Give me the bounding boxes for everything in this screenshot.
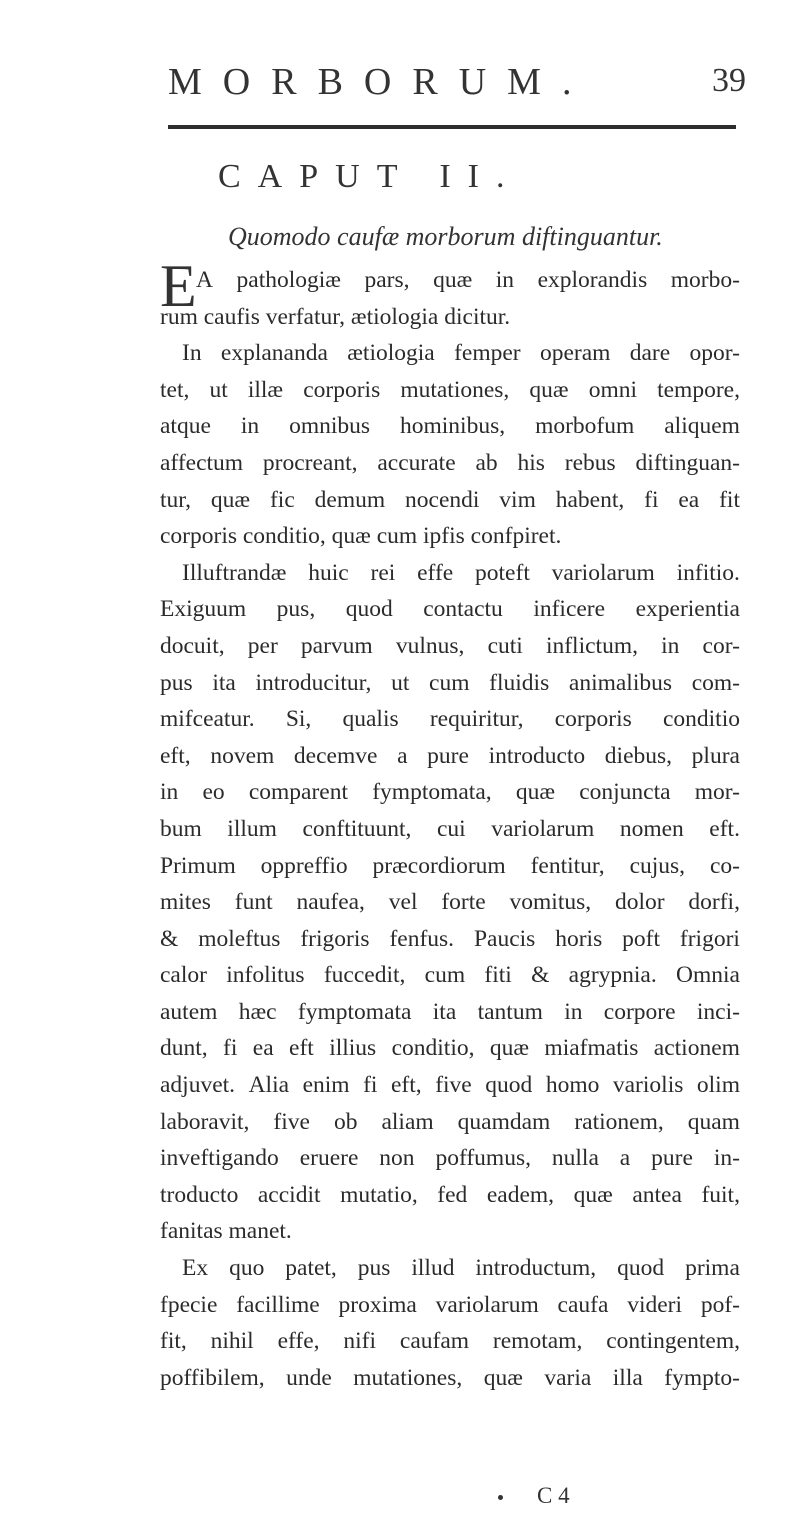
text-line — [160, 774, 740, 811]
word: docuit, — [160, 632, 225, 659]
word: morbo- — [670, 267, 740, 293]
word: his — [517, 449, 545, 476]
word: Ex — [182, 1255, 209, 1282]
word: patet, — [285, 1255, 337, 1282]
word: unde — [286, 1364, 332, 1391]
text-line — [160, 1360, 740, 1397]
word: quæ — [489, 1035, 530, 1062]
word: quæ — [483, 1364, 523, 1391]
text-line — [160, 994, 740, 1031]
word: experientia — [635, 596, 740, 623]
text-line — [160, 701, 740, 738]
word: mutatio, — [340, 1181, 418, 1208]
word: tantum — [477, 998, 543, 1025]
word: frigori — [679, 925, 740, 952]
word: vulnus, — [395, 632, 465, 659]
word: fenfus. — [389, 925, 455, 952]
word: proxima — [338, 1291, 417, 1318]
word: & — [160, 925, 179, 952]
word: adjuvet. — [160, 1072, 236, 1099]
bullet-icon — [498, 1495, 503, 1500]
word: Exiguum — [160, 596, 247, 623]
word: & — [531, 962, 550, 989]
word: Si, — [285, 706, 312, 733]
text-line — [160, 335, 740, 372]
word: infitio. — [676, 559, 740, 586]
word: cum — [424, 962, 466, 989]
word: pure — [427, 742, 469, 769]
word: variolis — [612, 1072, 684, 1099]
word: aliquem — [664, 413, 740, 440]
word: mifceatur. — [160, 706, 255, 733]
word: nihil — [210, 1328, 254, 1355]
word: quod — [485, 1072, 533, 1099]
word: poffumus, — [435, 1145, 531, 1172]
word: qualis — [342, 706, 399, 733]
word: operam — [539, 340, 611, 367]
word: in — [495, 267, 515, 293]
word: eft — [289, 1035, 314, 1062]
word: eruere — [299, 1145, 359, 1172]
word: autem — [160, 998, 218, 1025]
word: quo — [229, 1255, 265, 1282]
word: hæc — [238, 998, 277, 1025]
word: varia — [544, 1364, 592, 1391]
word: fuccedit, — [323, 962, 406, 989]
text-line — [160, 665, 740, 702]
word: variolarum — [551, 559, 655, 586]
word: actionem — [653, 1035, 740, 1062]
word: Omnia — [676, 962, 740, 989]
word: prima — [685, 1255, 740, 1282]
word: cui — [436, 815, 466, 842]
word: dare — [629, 340, 671, 367]
word: variolarum — [435, 1291, 539, 1318]
word: fuit, — [701, 1181, 740, 1208]
word: corporis — [554, 706, 632, 733]
word: quæ — [529, 376, 569, 403]
word: a — [619, 1145, 631, 1172]
word: huic — [308, 559, 349, 586]
word: pus, — [276, 596, 316, 623]
word: fit — [719, 486, 740, 513]
text-line — [160, 262, 740, 299]
word: forte — [441, 889, 486, 916]
word: in — [661, 632, 680, 659]
chapter-subtitle: Quomodo caufæ morborum diftinguantur. — [228, 222, 663, 251]
word: troducto — [160, 1181, 239, 1208]
word: fymptomata, — [372, 779, 492, 806]
word: affectum — [160, 449, 244, 476]
word: animalibus — [568, 669, 673, 696]
word: pof- — [700, 1291, 740, 1318]
word: per — [247, 632, 278, 659]
word: fed — [437, 1181, 468, 1208]
word: habent, — [555, 486, 625, 513]
word: morbofum — [535, 413, 635, 440]
drop-cap: E — [160, 253, 197, 319]
word: tet, — [160, 376, 190, 403]
word: rei — [370, 559, 396, 586]
text-line — [160, 921, 740, 958]
word: fpecie — [160, 1291, 218, 1318]
word: effe, — [277, 1328, 320, 1355]
word: eft. — [709, 815, 740, 842]
word: enim — [302, 1072, 350, 1099]
word: In — [182, 340, 202, 367]
word: novem — [210, 742, 275, 769]
word: illud — [411, 1255, 455, 1282]
word: caufa — [557, 1291, 609, 1318]
word: tempore, — [657, 376, 740, 403]
word: ob — [333, 1108, 358, 1135]
word: quod — [617, 1255, 665, 1282]
word: five — [273, 1108, 310, 1135]
text-line — [160, 1250, 740, 1287]
word: remotam, — [492, 1328, 583, 1355]
word: plura — [691, 742, 740, 769]
word: diftinguan- — [635, 449, 740, 476]
word: mutationes, — [400, 376, 510, 403]
word: moleftus — [198, 925, 281, 952]
text-line — [160, 1104, 740, 1141]
word: diebus, — [604, 742, 673, 769]
word: naufea, — [296, 889, 365, 916]
word: inci- — [696, 998, 740, 1025]
word: introducitur, — [255, 669, 372, 696]
text-line — [160, 1177, 740, 1214]
word: inflictum, — [545, 632, 638, 659]
word: fi — [644, 486, 659, 513]
word: quod — [345, 596, 393, 623]
word: femper — [454, 340, 521, 367]
word: pure — [651, 1145, 693, 1172]
text-line — [160, 591, 740, 628]
text-line — [160, 1030, 740, 1067]
word: ætiologia — [347, 340, 435, 367]
word: funt — [234, 889, 273, 916]
word: dolor — [614, 889, 665, 916]
word: fympto- — [664, 1364, 740, 1391]
word: mutationes, — [353, 1364, 463, 1391]
word: fymptomata — [297, 998, 412, 1025]
running-title: MORBORUM. — [168, 61, 593, 103]
word: requiritur, — [429, 706, 524, 733]
word: pus — [160, 669, 193, 696]
word: nifi — [343, 1328, 377, 1355]
word: illa — [612, 1364, 643, 1391]
word: non — [379, 1145, 415, 1172]
word: co- — [709, 852, 740, 879]
word: ut — [391, 669, 410, 696]
word: nulla — [551, 1145, 599, 1172]
text-line: rum caufis verfatur, ætiologia dicitur. — [160, 303, 511, 330]
word: corporis — [303, 376, 381, 403]
word: illæ — [247, 376, 284, 403]
word: fluidis — [489, 669, 550, 696]
word: quæ — [210, 486, 251, 513]
word: eo — [202, 779, 225, 806]
word: illius — [329, 1035, 377, 1062]
text-line — [160, 1067, 740, 1104]
word: quæ — [433, 267, 473, 293]
word: nomen — [619, 815, 684, 842]
word: pars, — [364, 267, 410, 293]
word: miafmatis — [544, 1035, 639, 1062]
word: vim — [499, 486, 536, 513]
word: hominibus, — [400, 413, 506, 440]
word: a — [397, 742, 408, 769]
word: inficere — [533, 596, 606, 623]
word: fi — [223, 1035, 238, 1062]
word: eft, — [160, 742, 191, 769]
word: atque — [160, 413, 211, 440]
text-line — [160, 1287, 740, 1324]
text-line: corporis conditio, quæ cum ipfis confpiret. — [160, 523, 562, 550]
word: fentitur, — [530, 852, 605, 879]
text-line — [160, 1140, 740, 1177]
word: accurate — [377, 449, 456, 476]
word: cum — [429, 669, 470, 696]
signature-mark — [498, 1483, 570, 1509]
word: ea — [252, 1035, 274, 1062]
word: rebus — [564, 449, 616, 476]
word: poffibilem, — [160, 1364, 265, 1391]
word: introducto — [488, 742, 586, 769]
word: accidit — [257, 1181, 321, 1208]
text-line — [160, 957, 740, 994]
word: dunt, — [160, 1035, 208, 1062]
word: corpore — [603, 998, 676, 1025]
word: calor — [160, 962, 207, 989]
word: eadem, — [486, 1181, 555, 1208]
word: vomitus, — [509, 889, 592, 916]
word: dorfi, — [688, 889, 740, 916]
text-line — [160, 408, 740, 445]
word: quam — [687, 1108, 740, 1135]
text-line — [160, 738, 740, 775]
text-line — [160, 811, 740, 848]
word: Alia — [248, 1072, 290, 1099]
word: conditio — [662, 706, 740, 733]
word: illum — [227, 815, 277, 842]
chapter-heading: CAPUT II. — [218, 158, 522, 195]
word: opor- — [689, 340, 740, 367]
word: laboravit, — [160, 1108, 250, 1135]
word: in — [564, 998, 583, 1025]
word: in- — [713, 1145, 740, 1172]
word: ea — [678, 486, 700, 513]
body-text — [160, 262, 740, 1396]
word: contactu — [423, 596, 503, 623]
header-rule — [168, 125, 736, 129]
word: præcordiorum — [372, 852, 506, 879]
word: eft, — [391, 1072, 422, 1099]
word: videri — [627, 1291, 683, 1318]
signature-text: C 4 — [537, 1483, 570, 1508]
word: decemve — [293, 742, 378, 769]
word: conjuncta — [579, 779, 671, 806]
text-line — [160, 1323, 740, 1360]
word: infolitus — [226, 962, 305, 989]
word: ita — [212, 669, 236, 696]
word: vel — [388, 889, 418, 916]
word: ab — [475, 449, 498, 476]
word: homo — [545, 1072, 600, 1099]
word: conftituunt, — [302, 815, 412, 842]
word: procreant, — [262, 449, 358, 476]
word: explananda — [220, 340, 328, 367]
text-line — [160, 555, 740, 592]
text-line — [160, 372, 740, 409]
word: fi — [363, 1072, 378, 1099]
page-number: 39 — [712, 62, 746, 99]
word: five — [435, 1072, 472, 1099]
text-line — [160, 482, 740, 519]
word: in — [240, 413, 260, 440]
word: bum — [160, 815, 202, 842]
word: nocendi — [405, 486, 480, 513]
word: explorandis — [537, 267, 648, 293]
word: pathologiæ — [236, 267, 341, 293]
word: Primum — [160, 852, 236, 879]
word: com- — [691, 669, 740, 696]
word: variolarum — [491, 815, 595, 842]
word: ita — [432, 998, 457, 1025]
word: ut — [209, 376, 228, 403]
text-line — [160, 445, 740, 482]
text-line — [160, 884, 740, 921]
word: caufam — [399, 1328, 470, 1355]
word: inveftigando — [160, 1145, 279, 1172]
word: quamdam — [457, 1108, 551, 1135]
word: contingentem, — [606, 1328, 740, 1355]
text-line — [160, 628, 740, 665]
word: omni — [588, 376, 637, 403]
word: fit, — [160, 1328, 187, 1355]
word: facillime — [236, 1291, 320, 1318]
word: Paucis — [473, 925, 536, 952]
word: cor- — [702, 632, 740, 659]
word: quæ — [573, 1181, 613, 1208]
word: demum — [314, 486, 386, 513]
word: tur, — [160, 486, 192, 513]
word: effe — [417, 559, 454, 586]
word: horis — [555, 925, 603, 952]
word: comparent — [248, 779, 349, 806]
word: omnibus — [289, 413, 371, 440]
word: Illuftrandæ — [182, 559, 287, 586]
word: cuti — [487, 632, 523, 659]
word: olim — [696, 1072, 740, 1099]
word: cujus, — [629, 852, 686, 879]
word: oppreffio — [260, 852, 348, 879]
word: fic — [269, 486, 295, 513]
word: poteft — [475, 559, 530, 586]
word: A — [196, 267, 213, 293]
word: frigoris — [300, 925, 370, 952]
word: aliam — [381, 1108, 434, 1135]
word: quæ — [515, 779, 556, 806]
word: rationem, — [574, 1108, 664, 1135]
word: mor- — [694, 779, 740, 806]
word: fiti — [484, 962, 512, 989]
word: agrypnia. — [568, 962, 657, 989]
word: pus — [357, 1255, 391, 1282]
text-line: fanitas manet. — [160, 1218, 292, 1245]
text-line — [160, 848, 740, 885]
word: parvum — [300, 632, 373, 659]
word: mites — [160, 889, 211, 916]
word: in — [160, 779, 179, 806]
word: conditio, — [391, 1035, 475, 1062]
word: poft — [622, 925, 660, 952]
word: introductum, — [475, 1255, 597, 1282]
word: antea — [632, 1181, 682, 1208]
